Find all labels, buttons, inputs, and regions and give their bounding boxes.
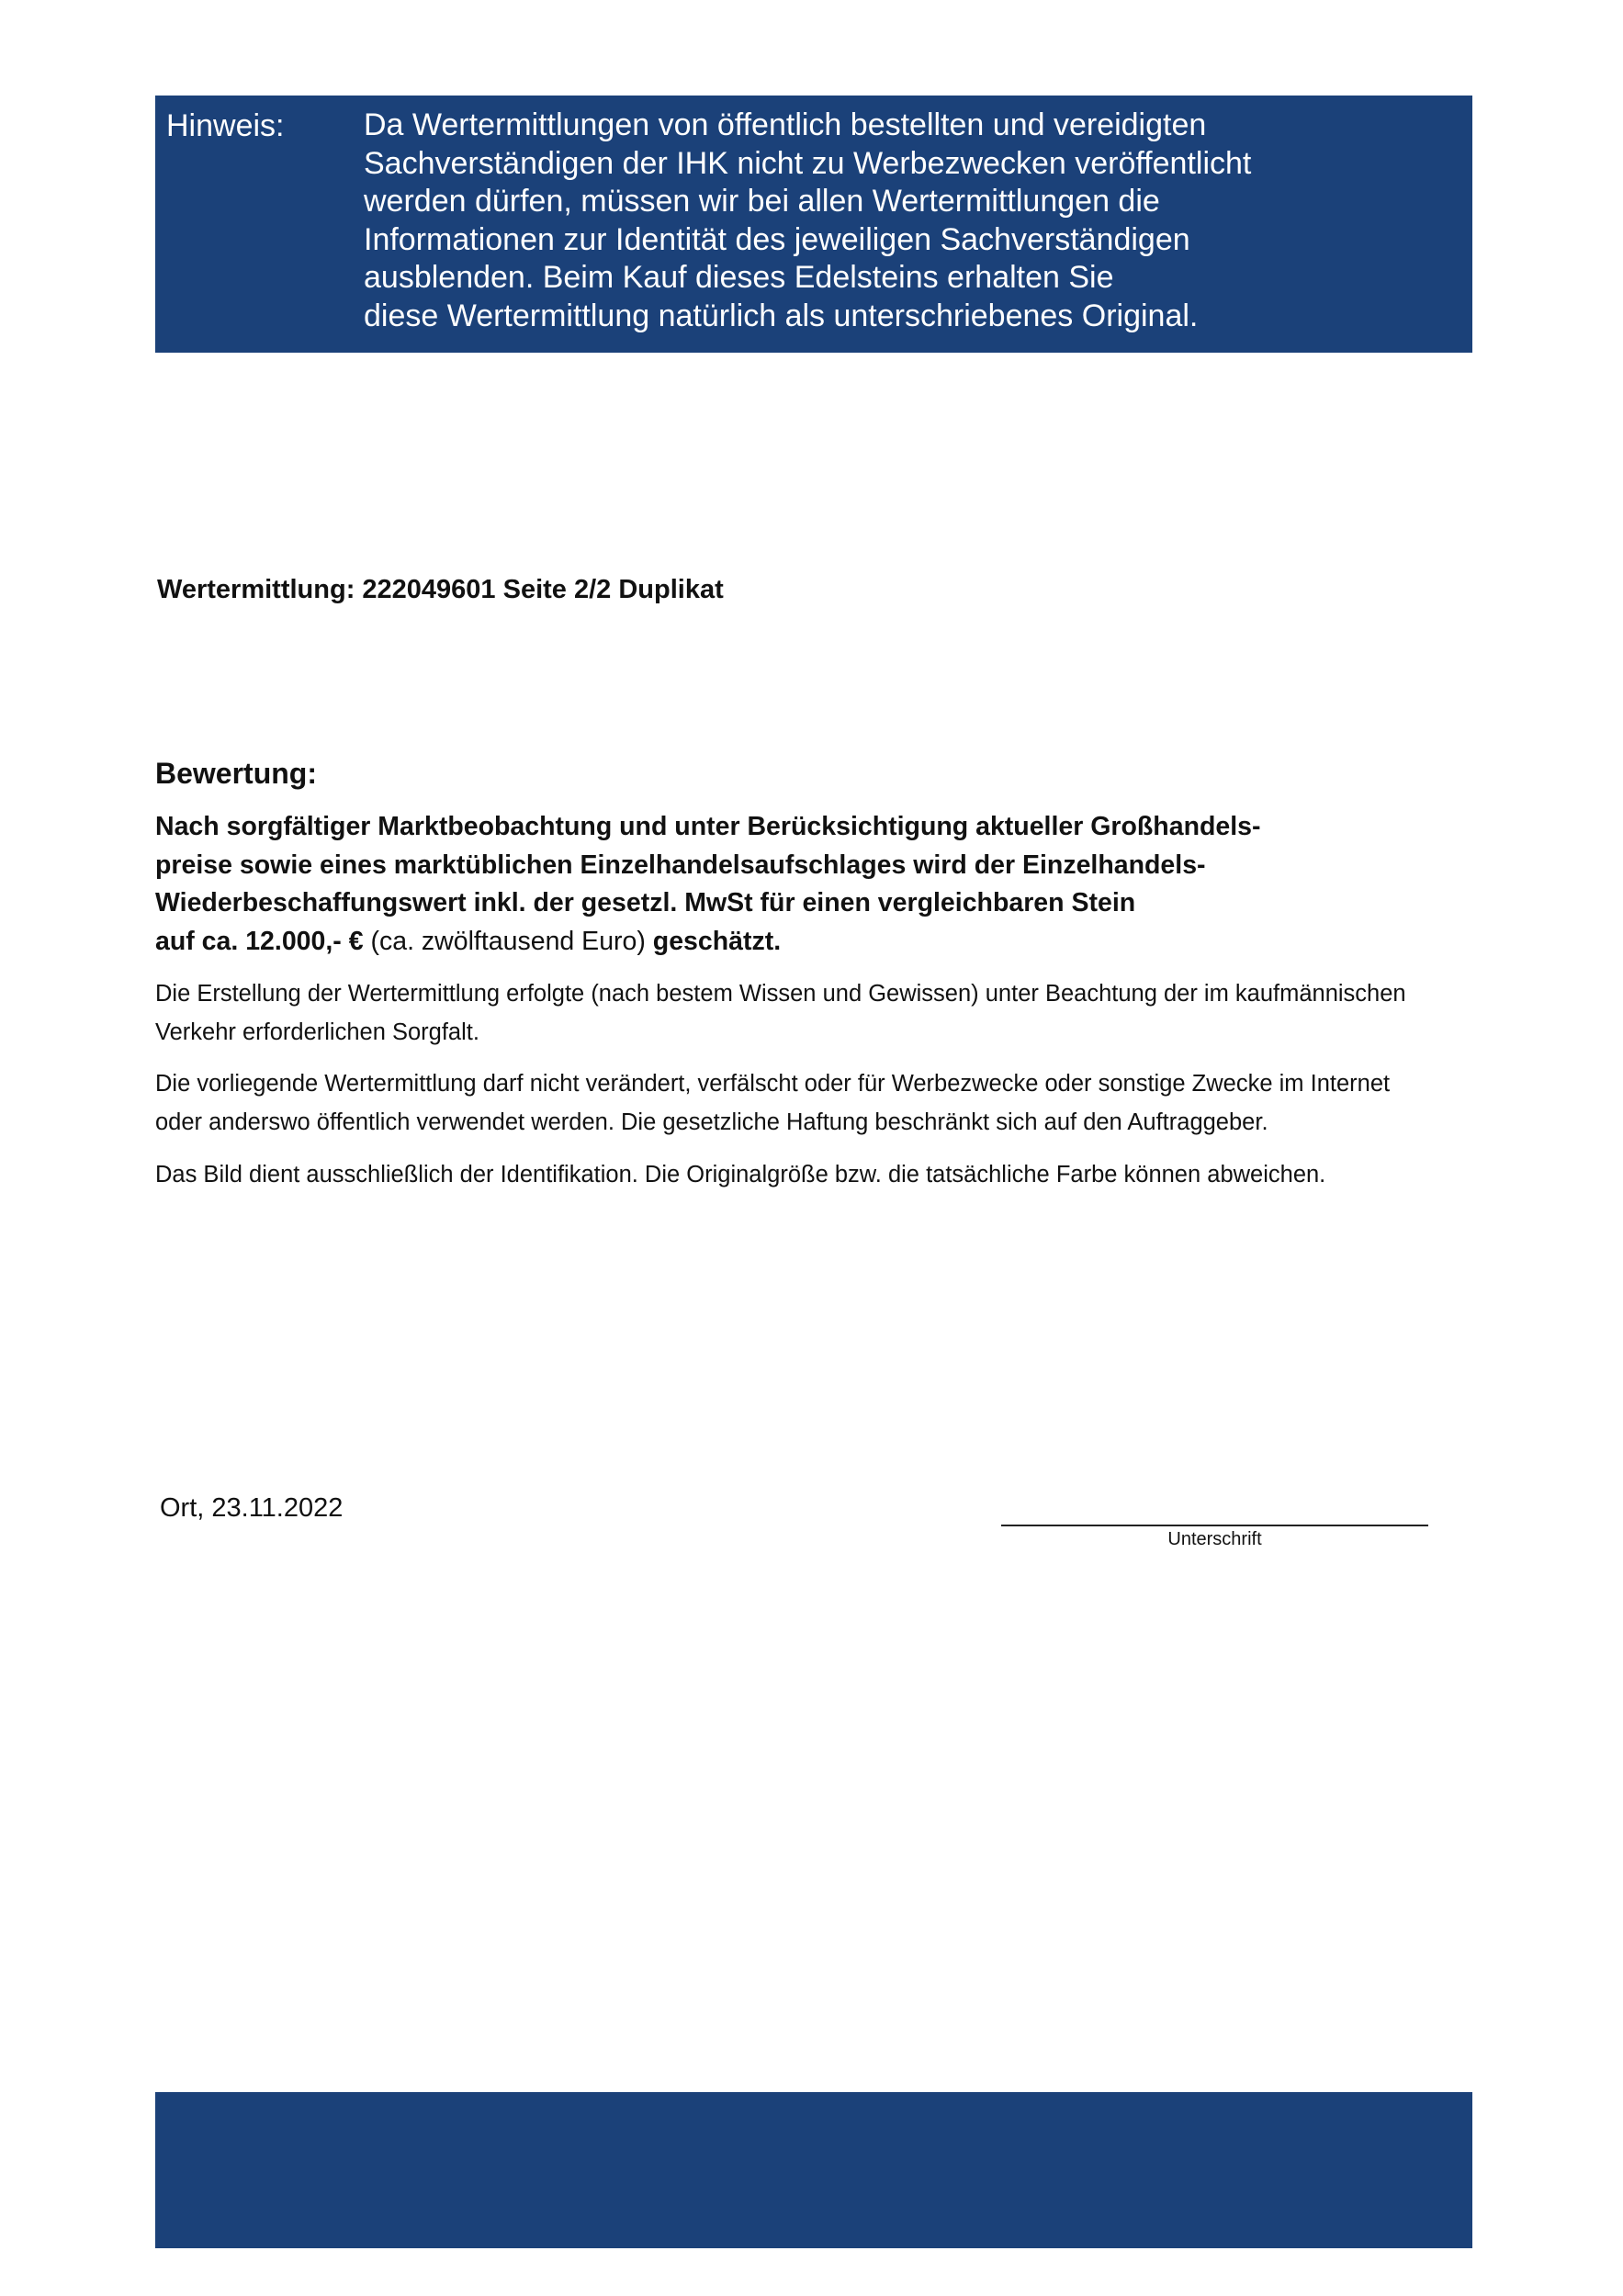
paragraph-usage-restriction bbox=[155, 1065, 1478, 1142]
valuation-amount-words: (ca. zwölftausend Euro) bbox=[370, 926, 646, 956]
paragraph-line: Die vorliegende Wertermittlung darf nicht verändert, verfälscht oder für Werbezwecke oder sonstige Zwecke im Internet bbox=[155, 1071, 1391, 1097]
valuation-line: preise sowie eines marktüblichen Einzelhandelsaufschlages wird der Einzelhandels- bbox=[155, 850, 1206, 880]
paragraph-line: Die Erstellung der Wertermittlung erfolgte (nach bestem Wissen und Gewissen) unter Beachtung der im kaufmännischen bbox=[155, 981, 1406, 1007]
notice-line: ausblenden. Beim Kauf dieses Edelsteins erhalten Sie bbox=[364, 260, 1114, 295]
notice-line: Informationen zur Identität des jeweiligen Sachverständigen bbox=[364, 221, 1190, 257]
valuation-amount: auf ca. 12.000,- € bbox=[155, 926, 371, 956]
signature-label: Unterschrift bbox=[1167, 1529, 1262, 1549]
valuation-line: Wiederbeschaffungswert inkl. der gesetzl. MwSt für einen vergleichbaren Stein bbox=[155, 888, 1136, 917]
notice-line: diese Wertermittlung natürlich als unterschriebenes Original. bbox=[364, 298, 1199, 333]
place-date: Ort, 23.11.2022 bbox=[160, 1493, 344, 1523]
document-reference: Wertermittlung: 222049601 Seite 2/2 Duplikat bbox=[157, 575, 724, 604]
notice-label: Hinweis: bbox=[166, 108, 285, 143]
signature-line bbox=[1001, 1525, 1428, 1526]
valuation-amount-line bbox=[155, 923, 1460, 962]
valuation-amount-suffix: geschätzt. bbox=[645, 926, 782, 956]
valuation-heading: Bewertung: bbox=[155, 757, 317, 790]
paragraph-line: Das Bild dient ausschließlich der Identifikation. Die Originalgröße bzw. die tatsächliche Farbe können abweichen. bbox=[155, 1162, 1326, 1187]
paragraph-line: Verkehr erforderlichen Sorgfalt. bbox=[155, 1019, 479, 1045]
notice-box bbox=[155, 96, 1472, 353]
notice-text bbox=[364, 107, 1466, 335]
valuation-statement bbox=[155, 808, 1460, 961]
notice-line: Da Wertermittlungen von öffentlich bestellten und vereidigten bbox=[364, 107, 1207, 142]
notice-line: Sachverständigen der IHK nicht zu Werbezwecken veröffentlicht bbox=[364, 145, 1252, 181]
valuation-line: Nach sorgfältiger Marktbeobachtung und unter Berücksichtigung aktueller Großhandels- bbox=[155, 812, 1261, 841]
footer-band bbox=[155, 2092, 1472, 2248]
paragraph-line: oder anderswo öffentlich verwendet werden. Die gesetzliche Haftung beschränkt sich auf den Auftraggeber. bbox=[155, 1109, 1268, 1135]
paragraph-diligence bbox=[155, 975, 1478, 1052]
notice-line: werden dürfen, müssen wir bei allen Wertermittlungen die bbox=[364, 184, 1160, 219]
paragraph-image-disclaimer bbox=[155, 1156, 1478, 1195]
